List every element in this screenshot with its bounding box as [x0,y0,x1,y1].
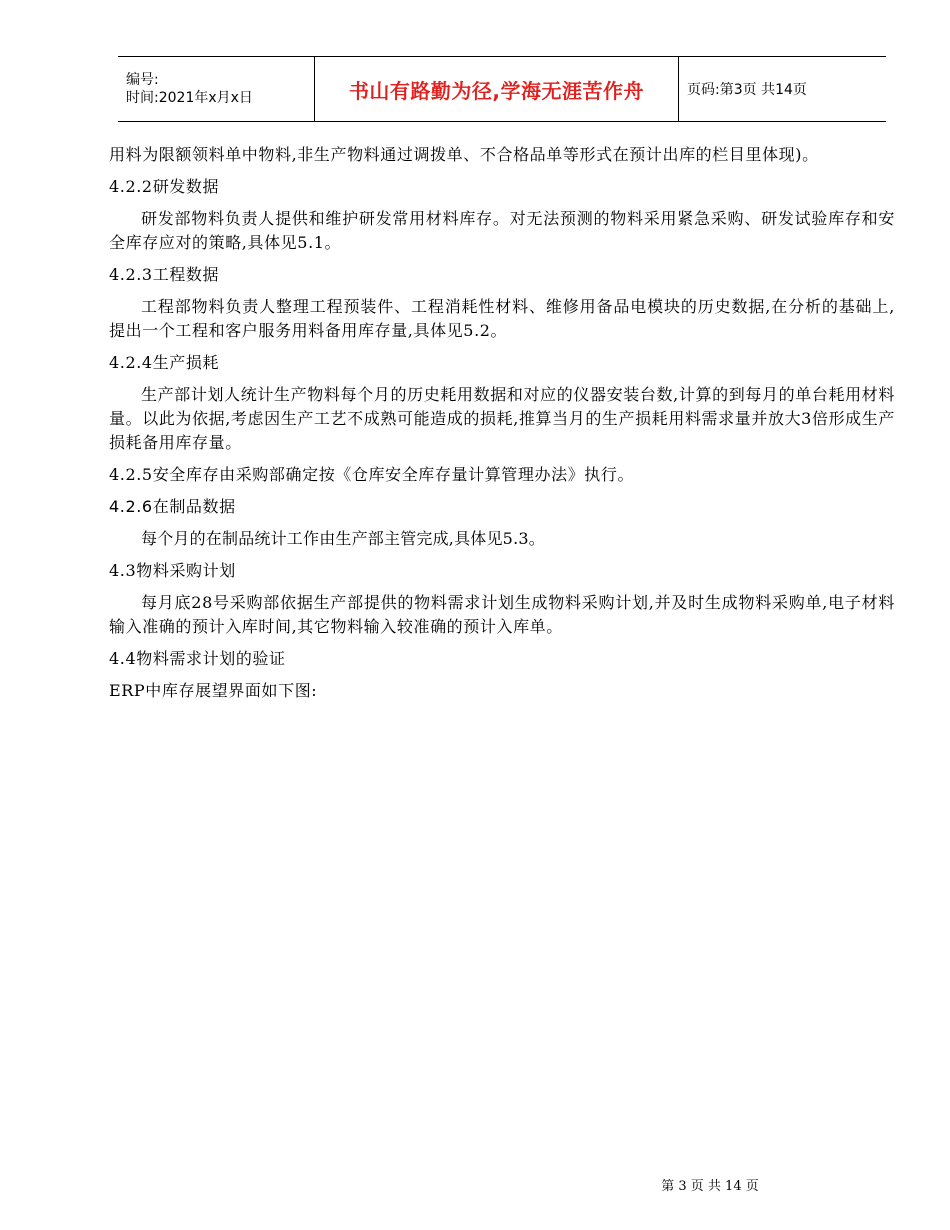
paragraph-purchase-plan: 每月底28号采购部依据生产部提供的物料需求计划生成物料采购计划,并及时生成物料采购单,电子材料输入准确的预计入库时间,其它物料输入较准确的预计入库单。 [109,593,895,636]
paragraph-rd-data: 研发部物料负责人提供和维护研发常用材料库存。对无法预测的物料采用紧急采购、研发试验库存和安全库存应对的策略,具体见5.1。 [109,209,895,252]
motto-text: 书山有路勤为径,学海无涯苦作舟 [348,78,645,103]
document-header [118,56,886,122]
header-motto-cell [315,57,679,122]
paragraph-continuation: 用料为限额领料单中物料,非生产物料通过调拨单、不合格品单等形式在预计出库的栏目里体现)。 [109,145,819,164]
header-meta-cell [118,57,315,122]
heading-4-2-6 [109,495,895,519]
serial-label: 编号: [126,72,159,88]
heading-4-3: 4.3物料采购计划 [109,561,236,580]
paragraph-erp-view: ERP中库存展望界面如下图: [109,681,318,700]
page-footer: 第 3 页 共 14 页 [661,1179,759,1194]
paragraph-4-2-5-safety-stock: 4.2.5安全库存由采购部确定按《仓库安全库存量计算管理办法》执行。 [109,465,635,484]
heading-4-2-6-number: 4.2.6 [109,497,153,516]
document-body [109,143,895,711]
heading-4-4: 4.4物料需求计划的验证 [109,649,286,668]
date-line: 时间:2021年x月x日 [126,90,253,106]
heading-4-2-3: 4.2.3工程数据 [109,265,220,284]
paragraph-production-loss: 生产部计划人统计生产物料每个月的历史耗用数据和对应的仪器安装台数,计算的到每月的单台耗用材料量。以此为依据,考虑因生产工艺不成熟可能造成的损耗,推算当月的生产损耗用料需求量并放大3倍形成生产损耗备用库存量。 [109,385,895,452]
page-code: 页码:第3页 共14页 [687,82,807,98]
paragraph-wip-data: 每个月的在制品统计工作由生产部主管完成,具体见5.3。 [141,529,545,548]
paragraph-engineering-data: 工程部物料负责人整理工程预装件、工程消耗性材料、维修用备品电模块的历史数据,在分析的基础上,提出一个工程和客户服务用料备用库存量,具体见5.2。 [109,297,895,340]
header-page-cell [679,57,887,122]
heading-4-2-6-title: 在制品数据 [152,497,236,516]
heading-4-2-4: 4.2.4生产损耗 [109,353,220,372]
heading-4-2-2: 4.2.2研发数据 [109,177,220,196]
